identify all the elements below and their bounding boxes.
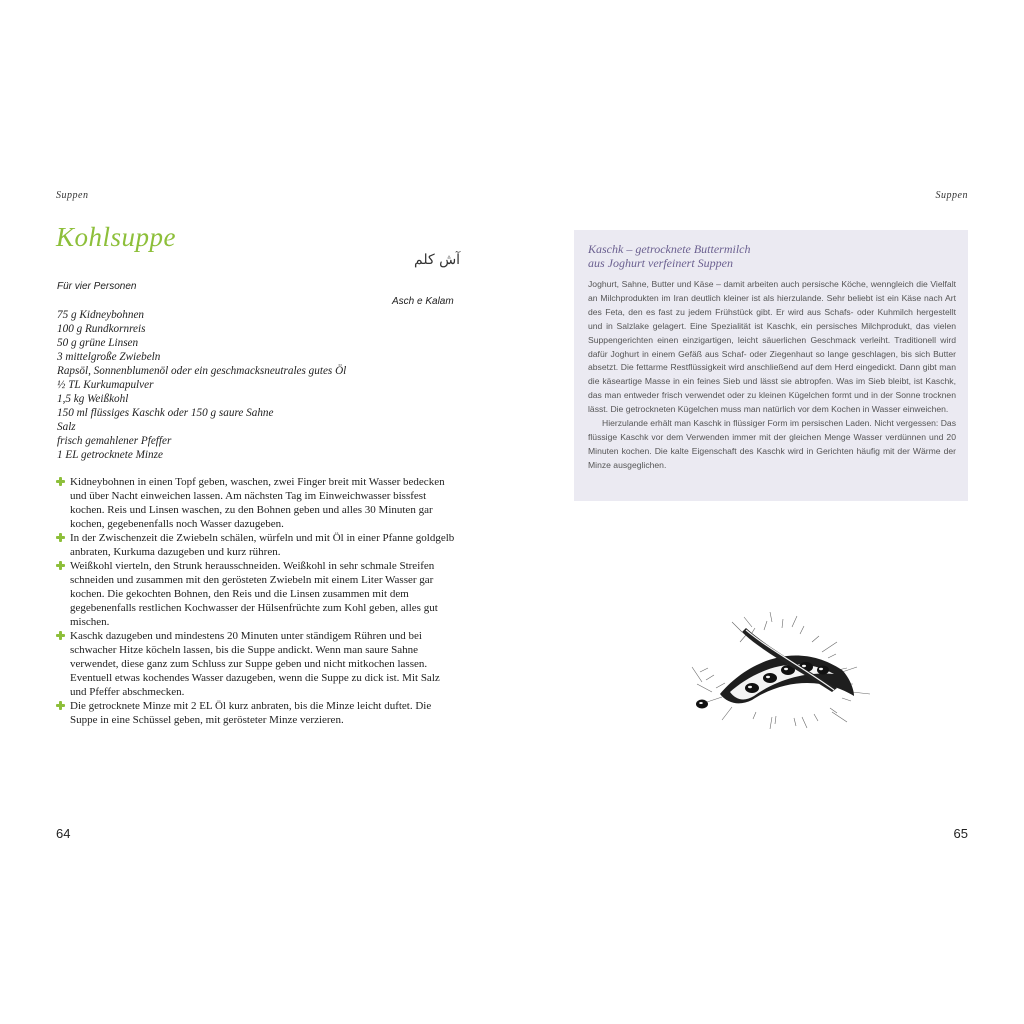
ingredient-item: Rapsöl, Sonnenblumenöl oder ein geschmacksneutrales gutes Öl [57,365,347,377]
instruction-step [56,699,456,727]
cross-bullet-icon [56,701,65,710]
ingredient-item: 150 ml flüssiges Kaschk oder 150 g saure Sahne [57,407,274,419]
instruction-step [56,559,456,629]
ingredient-item: frisch gemahlener Pfeffer [57,435,172,447]
instruction-list [56,475,456,727]
cross-bullet-icon [56,477,65,486]
ingredient-item: 1 EL getrocknete Minze [57,449,163,461]
instruction-text: Kidneybohnen in einen Topf geben, waschen, zwei Finger breit mit Wasser bedecken und über Nacht einweichen lassen. Am nächsten Tag im Einweichwasser bissfest kochen. Reis und Linsen waschen, zu den Bohnen geben und alles 30 Minuten gar kochen, gegebenenfalls noch Wasser dazugeben. [70,476,445,530]
instruction-step [56,475,456,531]
running-head: Suppen [56,190,89,201]
cross-bullet-icon [56,533,65,542]
recipe-subtitle: Asch e Kalam [392,296,454,307]
running-head: Suppen [935,190,968,201]
info-box-paragraph: Joghurt, Sahne, Butter und Käse – damit arbeiten auch persische Köche, wenngleich die Vielfalt an Milchprodukten im Iran deutlich kleiner ist als hierzulande. Sehr beliebt ist ein Käse nach Art des Feta, den es fast zu jedem Frühstück gibt. Er wird aus Schafs- oder Kuhmilch hergestellt und in Salzlake gelagert. Eine Spezialität ist Kaschk, ein persisches Milchprodukt, das vielen Suppengerichten einen einzigartigen, leicht säuerlichen Geschmack verleiht. Traditionell wird dafür Joghurt in einem Gefäß aus Schaf- oder Ziegenhaut so lange geschlagen, bis sich Butter absetzt. Die fettarme Restflüssigkeit wird anschließend auf dem Herd eingedickt. Dann gibt man die käseartige Masse in ein feines Sieb und lässt sie abtropfen. Was im Sieb bleibt, ist Kaschk, das man entweder frisch verwendet oder zu kleinen Kügelchen formt und in der Sonne trocknen lässt. Die getrockneten Kügelchen muss man natürlich vor dem Kochen in Wasser einweichen. [588,279,956,415]
instruction-step [56,531,456,559]
ingredient-item: 50 g grüne Linsen [57,337,139,349]
persian-title: آش کلم [414,252,461,268]
ingredient-item: 1,5 kg Weißkohl [57,393,129,405]
recipe-title: Kohlsuppe [56,222,177,252]
instruction-text: Kaschk dazugeben und mindestens 20 Minuten unter ständigem Rühren und bei schwacher Hitze köcheln lassen, bis die Suppe andickt. Wenn man saure Sahne verwendet, diese ganz zum Schluss zur Suppe geben und nicht mitkochen lassen. Eventuell etwas kochendes Wasser dazugeben, wenn die Suppe zu dick ist. Mit Salz und Pfeffer abschmecken. [70,630,440,698]
ingredient-item: ½ TL Kurkumapulver [57,379,154,391]
info-box-paragraph: Hierzulande erhält man Kaschk in flüssiger Form im persischen Laden. Nicht vergessen: Das flüssige Kaschk vor dem Verwenden immer mit der gleichen Menge Wasser verdünnen und 20 Minuten kochen. Die kalte Eigenschaft des Kaschk wird in Gerichten häufig mit der Wärme der Minze ausgeglichen. [588,418,956,470]
info-box-heading-line: aus Joghurt verfeinert Suppen [588,256,733,270]
bean-pod-illustration [682,612,882,732]
page-number: 65 [953,826,968,841]
ingredient-item: 3 mittelgroße Zwiebeln [57,351,161,363]
ingredient-item: 75 g Kidneybohnen [57,309,144,321]
page-number: 64 [56,826,71,841]
instruction-text: Die getrocknete Minze mit 2 EL Öl kurz anbraten, bis die Minze leicht duftet. Die Suppe in eine Schüssel geben, mit gerösteter Minze verzieren. [70,700,432,726]
ingredient-item: Salz [57,421,76,433]
cross-bullet-icon [56,631,65,640]
instruction-text: In der Zwischenzeit die Zwiebeln schälen, würfeln und mit Öl in einer Pfanne goldgelb anbraten, Kurkuma dazugeben und kurz rühren. [70,532,455,558]
servings-note: Für vier Personen [57,281,137,292]
ingredient-item: 100 g Rundkornreis [57,323,146,335]
info-box [574,230,968,501]
info-box-heading-line: Kaschk – getrocknete Buttermilch [588,242,751,256]
instruction-text: Weißkohl vierteln, den Strunk herausschneiden. Weißkohl in sehr schmale Streifen schneiden und zusammen mit den gerösteten Zwiebeln mit einem Liter Wasser gar kochen. Die gekochten Bohnen, den Reis und die Linsen zusammen mit dem gegebenenfalls restlichen Kochwasser der Hülsenfrüchte zum Kohl geben, alles gut mischen. [70,560,438,628]
right-page [512,0,1024,1024]
info-box-heading [588,242,956,270]
instruction-step [56,629,456,699]
cross-bullet-icon [56,561,65,570]
ingredient-list [57,308,346,462]
